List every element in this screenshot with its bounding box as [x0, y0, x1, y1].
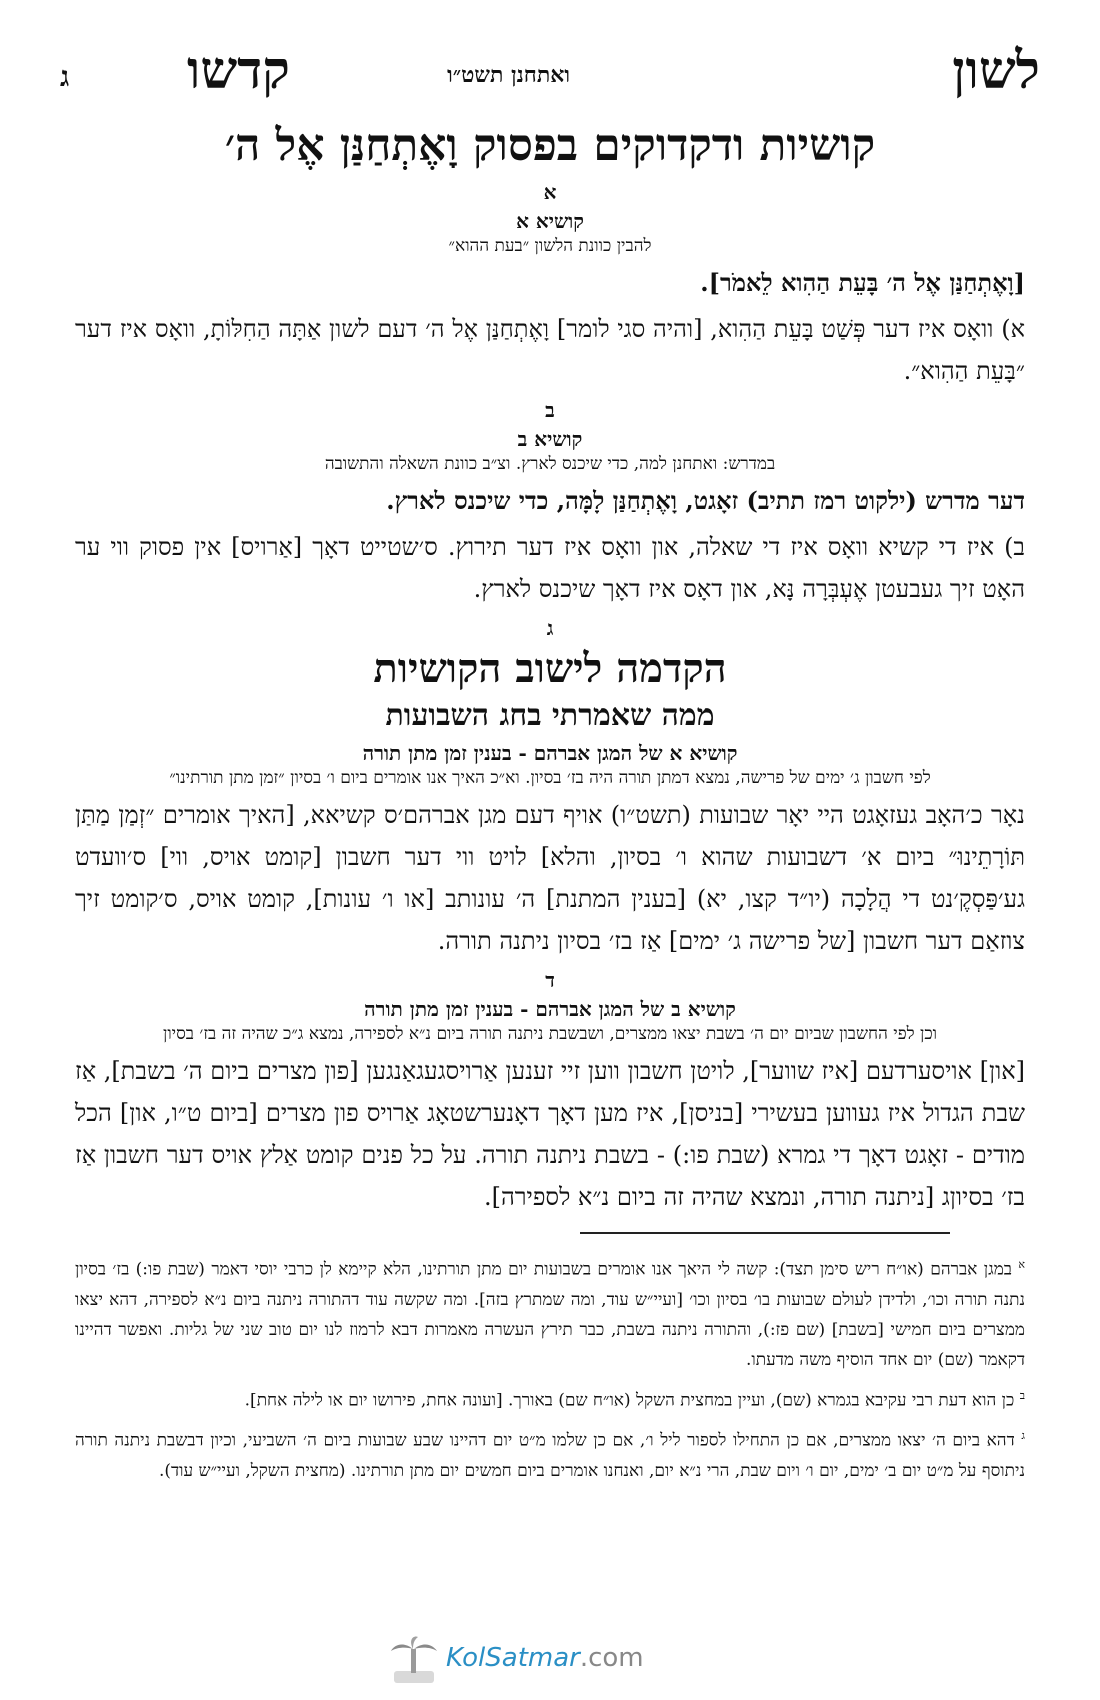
section-note: להבין כוונת הלשון ״בעת ההוא״ [448, 236, 652, 256]
section-note: לפי חשבון ג׳ ימים של פרישה, נמצא דמתן תורה היה בז׳ בסיון. וא״כ האיך אנו אומרים ביום ו׳ בסיון ״זמן מתן תורתינו״ [169, 768, 931, 788]
footnote-divider [580, 1232, 950, 1234]
header-word-right: לשון [952, 40, 1040, 101]
paragraph: [און] אויסערדעם [איז שווער], לויטן חשבון ווען זיי זענען אַרויסגעגאַנגען [פון מצרים ביום ה׳ בשבת], אַז שבת הגדול איז געווען בעשירי [בניסן], איז מען דאָך דאָנערשטאָג אַרויס פון מצרים [ביום ט״ו, און] הכל מודים - זאָגט דאָך די גמרא (שבת פו:) - בשבת ניתנה תורה. על כל פנים קומט אַלץ אויס דער חשבון אַז בז׳ בסיוןג [ניתנה תורה, ונמצא שהיה זה ביום נ״א לספירה]. [75, 1057, 1025, 1211]
intro-subtitle: ממה שאמרתי בחג השבועות [385, 698, 715, 733]
section-note: וכן לפי החשבון שביום יום ה׳ בשבת יצאו ממצרים, ושבשבת ניתנה תורה ביום נ״א לספירה, נמצא ג״כ שהיה זה בז׳ בסיון [162, 1024, 937, 1044]
palm-tree-icon [388, 1635, 440, 1687]
paragraph: [וָאֶתְחַנַּן אֶל ה׳ בָּעֵת הַהִוא לֵאמֹר]. [700, 268, 1025, 297]
footnote: $^ג$ דהא ביום ה׳ יצאו ממצרים, אם כן התחילו לספור ליל ו׳, אם כן שלמו מ״ט יום דהיינו שבע שבועות ביום ה׳ השביעי, וכיון דבשבת ניתנה תורה ניתוסף על מ״ט יום ב׳ ימים, יום ו׳ ויום שבת, הרי נ״א יום, ואנחנו אומרים ביום חמשים יום מתן תורתינו. (מחצית השקל, ועיי״ש עוד). [75, 1429, 1025, 1481]
section-heading: קושיא א של המגן אברהם - בענין זמן מתן תורה [362, 741, 738, 765]
section-heading: קושיא ב של המגן אברהם - בענין זמן מתן תורה [364, 997, 736, 1021]
footnotes [75, 1250, 1025, 1492]
paragraph: נאָר כ׳האָב געזאָגט היי יאָר שבועות (תשט״ו) אויף דעם מגן אברהם׳ס קשיאא, [האיך אומרים ״זְמַן מַתַּן תּוֹרָתֵינוּ״ ביום א׳ דשבועות שהוא ו׳ בסיון, והלא] לויט ווי דער חשבון [קומט אויס, ווי] ס׳וועדט גע׳פַּסְקֶ׳נט די הֲלָכָה (יו״ד קצו, יא) [בענין המתנת] ה׳ עונותב [או ו׳ עונות], קומט אויס, ס׳קומט זיך צוזאַם דער חשבון [של פרישה ג׳ ימים] אַז בז׳ בסיון ניתנה תורה. [75, 801, 1025, 955]
section-b [75, 398, 1025, 610]
header-word-left: קדשו [187, 40, 290, 101]
section-heading: קושיא ב [517, 427, 583, 451]
section-a [75, 180, 1025, 392]
logo-text: KolSatmar.com [446, 1643, 644, 1673]
paragraph: ב) איז די קשיא וואָס איז די שאלה, און וואָס איז דער תירוץ. ס׳שטייט דאָך [אַרויס] אין פסוק ווי ער האָט זיך געבעטן אֶעְבְּרָה נָּא, און דאָס איז דאָך שיכנס לארץ. [75, 533, 1025, 603]
section-letter: ד [545, 968, 555, 992]
page-letter: ג [60, 60, 70, 93]
site-logo[interactable] [388, 1635, 648, 1685]
footnote: $^ב$ כן הוא דעת רבי עקיבא בגמרא (שם), ועיין במחצית השקל (או״ח שם) באורך. [ועונה אחת, פירושו יום או לילה אחת]. [244, 1388, 1025, 1411]
section-letter: ג [546, 616, 554, 640]
page-header [60, 40, 1040, 110]
paragraph: דער מדרש (ילקוט רמז תתיב) זאָגט, וָאֶתְחַנַּן לָמָּה, כדי שיכנס לארץ. [386, 486, 1025, 515]
footnote: $^א$ במגן אברהם (או״ח ריש סימן תצד): קשה לי היאך אנו אומרים בשבועות יום מתן תורתינו, הלא קיימא לן כרבי יוסי דאמר (שבת פו:) בז׳ בסיון נתנה תורה וכו׳, ולדידן לעולם שבועות בו׳ בסיון וכו׳ [ועיי״ש עוד, ומה שמתרץ בזה]. ומה שקשה עוד דהתורה ניתנה ביום נ״א לספירה, דהא יצאו ממצרים ביום חמישי [בשבת] (שם פז:), והתורה ניתנה בשבת, כבר תירץ העשרה מאמרות דבא לרמוז לנו יום טוב שני של גליות. ואפשר דהיינו דקאמר (שם) יום אחד הוסיף משה מדעתו. [75, 1258, 1026, 1370]
header-parsha: ואתחנן תשט״ו [447, 62, 570, 88]
intro-title: הקדמה לישוב הקושיות [373, 645, 727, 692]
page-title: קושיות ודקדוקים בפסוק וָאֶתְחַנַּן אֶל ה׳ [224, 120, 876, 171]
section-letter: א [543, 180, 557, 204]
section-c [75, 616, 1025, 962]
paragraph: א) וואָס איז דער פְּשַׁט בָּעֵת הַהִוא, [והיה סגי לומר] וָאֶתְחַנַּן אֶל ה׳ דעם לשון אַתָּה הַחִלּוֹתָ, וואָס איז דער ״בָּעֵת הַהִוא״. [75, 315, 1025, 385]
section-note: במדרש: ואתחנן למה, כדי שיכנס לארץ. וצ״ב כוונת השאלה והתשובה [324, 454, 776, 474]
section-heading: קושיא א [516, 209, 584, 233]
section-letter: ב [545, 398, 555, 422]
section-d [75, 968, 1025, 1218]
main-content [75, 120, 1025, 1222]
